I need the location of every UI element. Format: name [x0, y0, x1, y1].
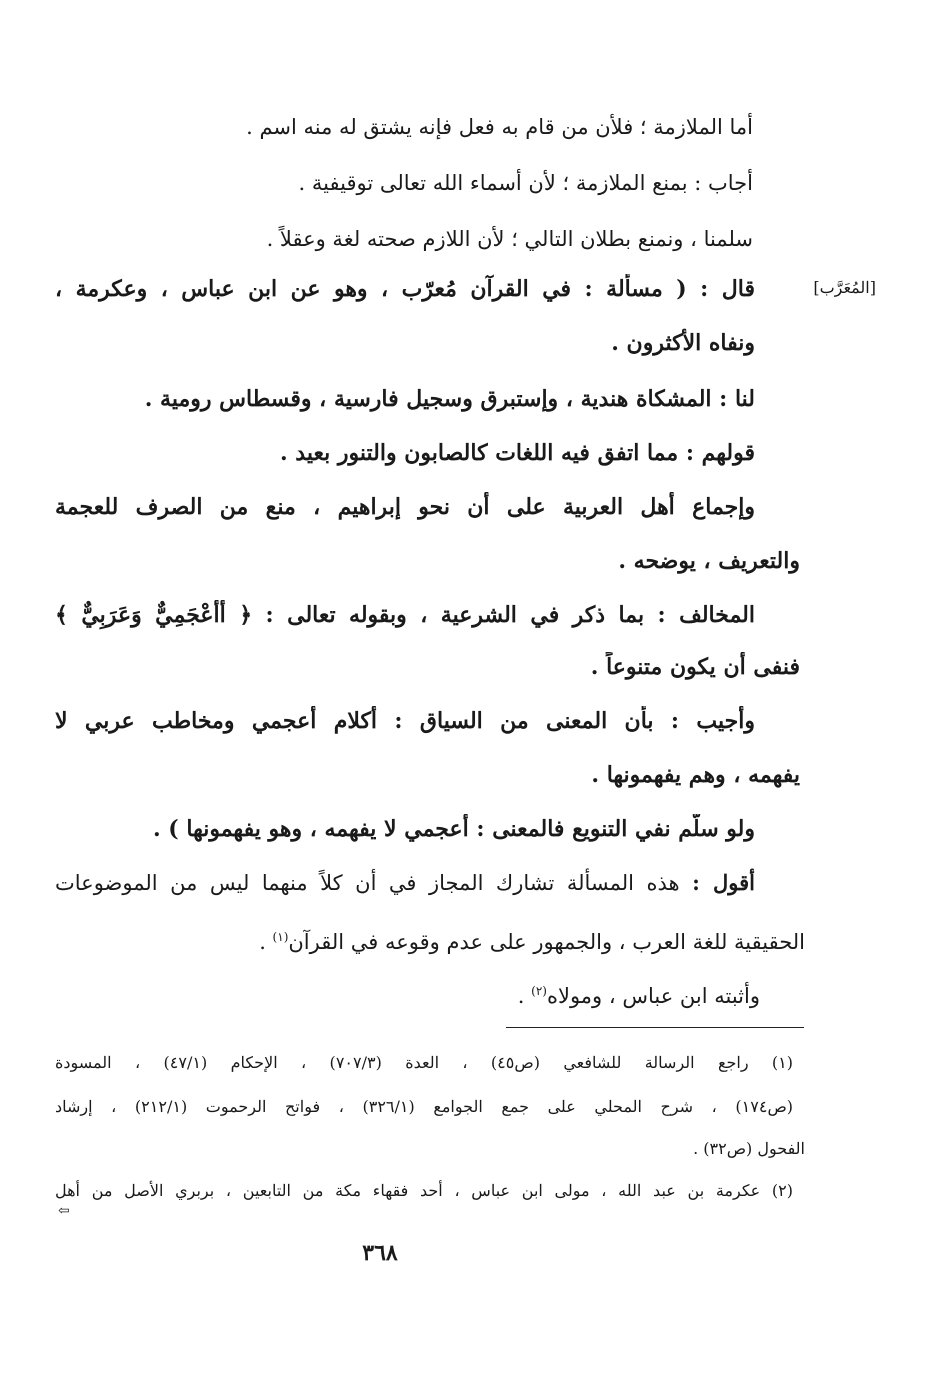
text-line-15: أقول : هذه المسألة تشارك المجاز في أن كلاً منهما ليس من الموضوعات	[55, 870, 755, 895]
text-line-17: وأثبته ابن عباس ، ومولاه$^{(٢)}$ .	[517, 984, 760, 1008]
text-line-9: والتعريف ، يوضحه .	[618, 548, 800, 574]
text-line-5: ونفاه الأكثرون .	[611, 330, 755, 356]
footnote-ref-2[interactable]: (٢)	[531, 984, 547, 998]
text-line-11: فنفى أن يكون متنوعاً .	[590, 654, 800, 680]
text-line-3: سلمنا ، ونمنع بطلان التالي ؛ لأن اللازم صحته لغة وعقلاً .	[266, 227, 753, 251]
footnote-separator	[506, 1027, 804, 1028]
footnote-1-line-1: (١) راجع الرسالة للشافعي (ص٤٥) ، العدة (٧٠٧/٣) ، الإحكام (٤٧/١) ، المسودة	[55, 1053, 793, 1072]
footnote-2-line-1: (٢) عكرمة بن عبد الله ، مولى ابن عباس ، أحد فقهاء مكة من التابعين ، بربري الأصل من أهل	[55, 1181, 793, 1200]
text-line-13: يفهمه ، وهم يفهمونها .	[591, 762, 800, 788]
text-line-12: وأجيب : بأن المعنى من السياق : أكلام أعجمي ومخاطب عربي لا	[55, 708, 755, 734]
page-number: ٣٦٨	[362, 1240, 398, 1266]
text-line-1: أما الملازمة ؛ فلأن من قام به فعل فإنه يشتق له منه اسم .	[246, 115, 753, 139]
text-line-14: ولو سلّم نفي التنويع فالمعنى : أعجمي لا يفهمه ، وهو يفهمونها ) .	[152, 816, 755, 842]
text-line-7: قولهم : مما اتفق فيه اللغات كالصابون والتنور بعيد .	[279, 440, 755, 466]
footnote-1-line-2: (ص١٧٤) ، شرح المحلي على جمع الجوامع (٣٢٦/١) ، فواتح الرحموت (٢١٢/١) ، إرشاد	[55, 1097, 793, 1116]
text-line-6: لنا : المشكاة هندية ، وإستبرق وسجيل فارسية ، وقسطاس رومية .	[144, 386, 755, 412]
text-line-10: المخالف : بما ذكر في الشرعية ، وبقوله تعالى : ﴿ أَأَعْجَمِيٌّ وَعَرَبِيٌّ ﴾	[55, 602, 755, 628]
margin-topic-note: [المُعَرَّب]	[813, 278, 876, 297]
footnote-1-line-3: الفحول (ص٣٢) .	[693, 1139, 805, 1158]
footnote-ref-1[interactable]: (١)	[272, 930, 289, 944]
text-line-16: الحقيقية للغة العرب ، والجمهور على عدم وقوعه في القرآن$^{(١)}$ .	[259, 930, 805, 954]
text-line-2: أجاب : بمنع الملازمة ؛ لأن أسماء الله تعالى توقيفية .	[298, 171, 753, 195]
text-line-4: قال : ( مسألة : في القرآن مُعرّب ، وهو عن ابن عباس ، وعكرمة ،	[55, 276, 755, 302]
continuation-arrow-icon: ⇦	[58, 1203, 70, 1219]
aqulu-lead: أقول :	[692, 870, 755, 895]
text-line-8: وإجماع أهل العربية على أن نحو إبراهيم ، منع من الصرف للعجمة	[55, 494, 755, 520]
